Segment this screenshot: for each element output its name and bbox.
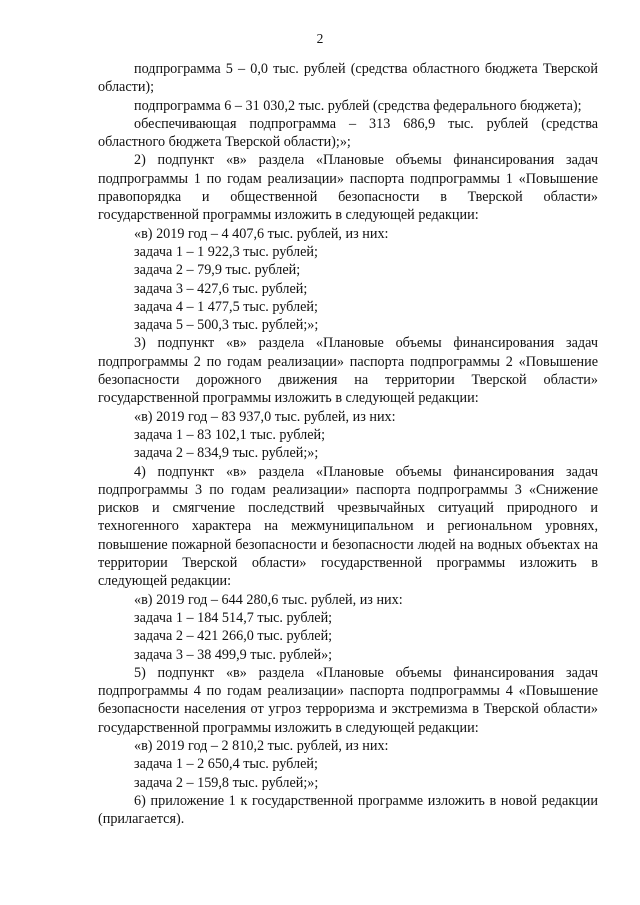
list-item: «в) 2019 год – 2 810,2 тыс. рублей, из них: xyxy=(134,737,389,754)
list-item: задача 1 – 1 922,3 тыс. рублей; xyxy=(134,243,318,260)
list-item: задача 3 – 38 499,9 тыс. рублей»; xyxy=(134,646,333,663)
paragraph: обеспечивающая подпрограмма – 313 686,9 тыс. рублей (средства областного бюджета Тверской области);»; xyxy=(98,115,598,151)
list-item: задача 1 – 2 650,4 тыс. рублей; xyxy=(134,756,318,773)
list-item: задача 1 – 83 102,1 тыс. рублей; xyxy=(134,426,326,443)
list-item: задача 2 – 421 266,0 тыс. рублей; xyxy=(134,628,333,645)
list-item: задача 2 – 159,8 тыс. рублей;»; xyxy=(134,774,319,791)
list-item: задача 4 – 1 477,5 тыс. рублей; xyxy=(134,298,318,315)
paragraph: подпрограмма 6 – 31 030,2 тыс. рублей (средства федерального бюджета); xyxy=(134,97,582,114)
paragraph: 5) подпункт «в» раздела «Плановые объемы финансирования задач подпрограммы 4 по годам реализации» паспорта подпрограммы 4 «Повышение безопасности населения от угроз терроризма и экстремизма в Тверской области» государственной программы изложить в следующей редакции: xyxy=(98,664,598,736)
list-item: задача 2 – 834,9 тыс. рублей;»; xyxy=(134,445,319,462)
list-item: «в) 2019 год – 4 407,6 тыс. рублей, из них: xyxy=(134,225,389,242)
paragraph: подпрограмма 5 – 0,0 тыс. рублей (средства областного бюджета Тверской области); xyxy=(98,61,598,96)
list-item: «в) 2019 год – 644 280,6 тыс. рублей, из них: xyxy=(134,591,403,608)
document-body xyxy=(98,60,598,828)
paragraph: 6) приложение 1 к государственной программе изложить в новой редакции (прилагается). xyxy=(98,792,598,828)
list-item: задача 2 – 79,9 тыс. рублей; xyxy=(134,262,301,279)
list-item: задача 3 – 427,6 тыс. рублей; xyxy=(134,280,308,297)
paragraph: 3) подпункт «в» раздела «Плановые объемы финансирования задач подпрограммы 2 по годам реализации» паспорта подпрограммы 2 «Повышение безопасности дорожного движения на территории Тверской области» государственной программы изложить в следующей редакции: xyxy=(98,335,598,407)
paragraph: 4) подпункт «в» раздела «Плановые объемы финансирования задач подпрограммы 3 по годам реализации» паспорта подпрограммы 3 «Снижение рисков и смягчение последствий чрезвычайных ситуаций природного и техногенного характера на межмуниципальном и региональном уровнях, повышение пожарной безопасности и безопасности людей на водных объектах на территории Тверской области» государственной программы изложить в следующей редакции: xyxy=(98,463,598,590)
list-item: задача 1 – 184 514,7 тыс. рублей; xyxy=(134,609,333,626)
list-item: задача 5 – 500,3 тыс. рублей;»; xyxy=(134,317,319,334)
list-item: «в) 2019 год – 83 937,0 тыс. рублей, из них: xyxy=(134,408,396,425)
paragraph: 2) подпункт «в» раздела «Плановые объемы финансирования задач подпрограммы 1 по годам реализации» паспорта подпрограммы 1 «Повышение правопорядка и общественной безопасности в Тверской области» государственной программы изложить в следующей редакции: xyxy=(98,152,598,224)
page-number: 2 xyxy=(316,31,324,46)
